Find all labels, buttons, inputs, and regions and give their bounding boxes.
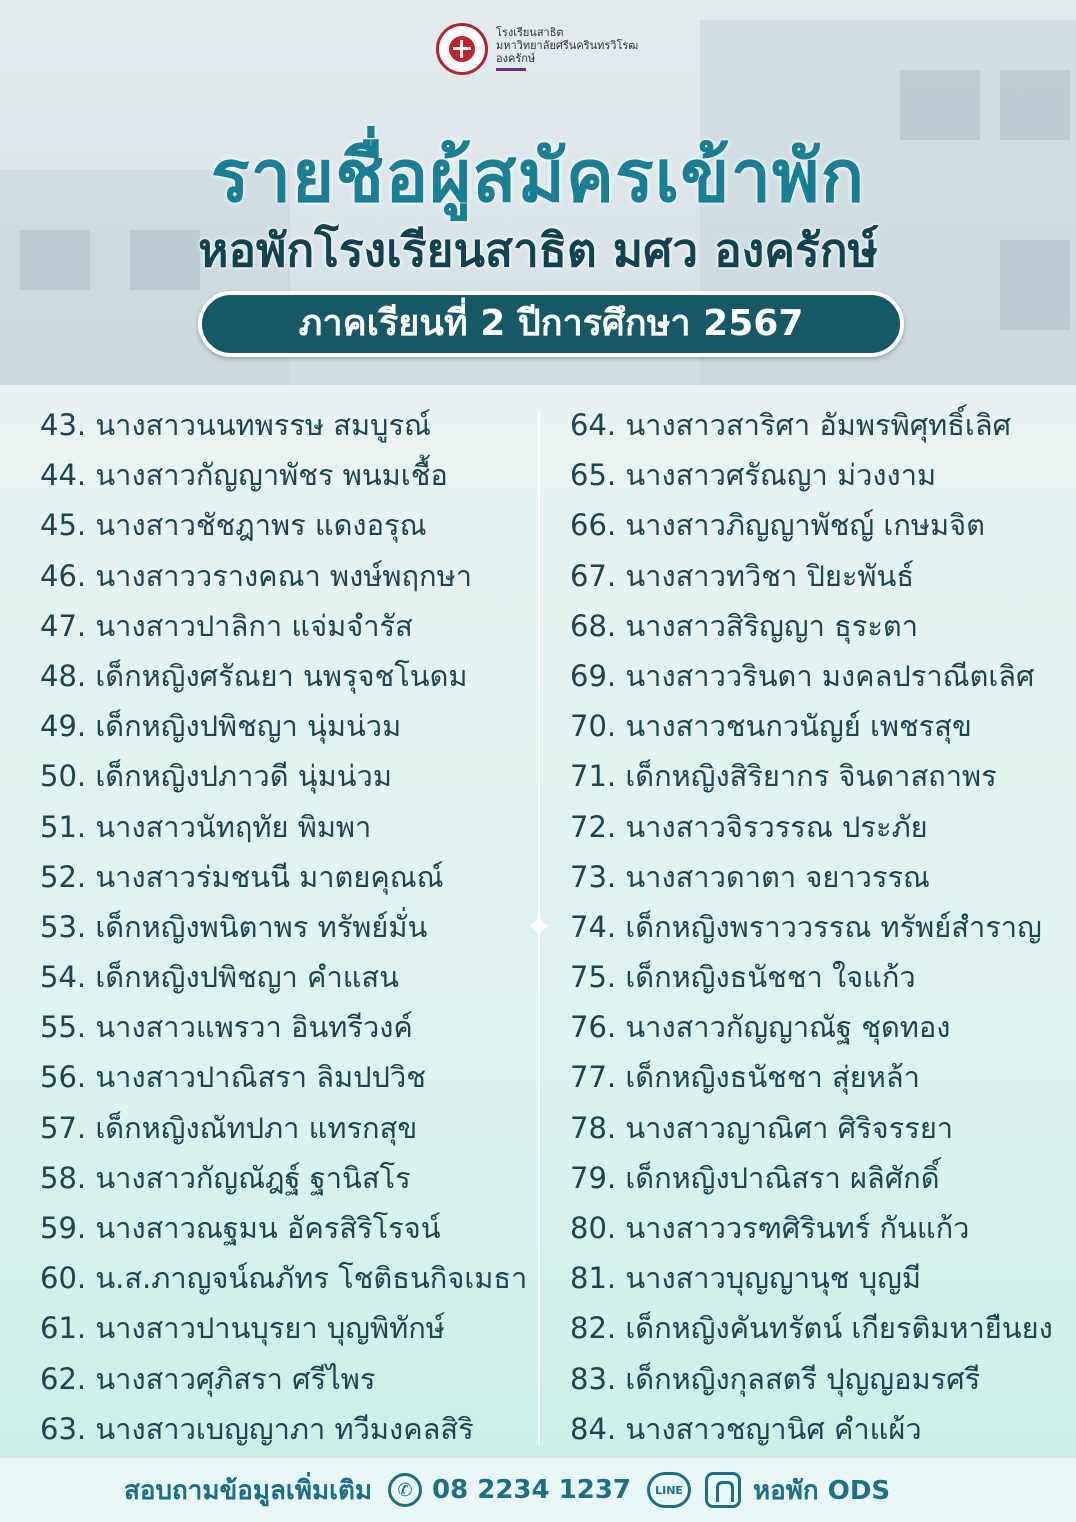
- list-item: 59. นางสาวณฐมน อัครสิริโรจน์: [40, 1211, 441, 1245]
- page-title: รายชื่อผู้สมัครเข้าพัก: [210, 134, 866, 218]
- list-item: 50. เด็กหญิงปภาวดี นุ่มน่วม: [40, 759, 392, 794]
- list-item: 73. นางสาวดาตา จยาวรรณ: [570, 859, 930, 894]
- list-item: 51. นางสาวนัทฤทัย พิมพา: [40, 809, 372, 844]
- list-item: 74. เด็กหญิงพราววรรณ ทรัพย์สำราญ: [570, 909, 1042, 944]
- list-item: 60. น.ส.ภาญจน์ณภัทร โชติธนกิจเมธา: [40, 1261, 528, 1296]
- list-item: 79. เด็กหญิงปาณิสรา ผลิศักดิ์: [570, 1160, 940, 1195]
- list-item: 44. นางสาวกัญญาพัชร พนมเชื้อ: [40, 458, 448, 493]
- school-name: [496, 27, 638, 71]
- school-seal-icon: [436, 23, 488, 75]
- contact-label: สอบถามข้อมูลเพิ่มเติม: [124, 1475, 373, 1506]
- list-item: 63. นางสาวเบญญาภา ทวีมงคลสิริ: [40, 1411, 474, 1446]
- list-item: 75. เด็กหญิงธนัชชา ใจแก้ว: [570, 960, 916, 995]
- list-item: 47. นางสาวปาลิกา แจ่มจำรัส: [40, 608, 413, 643]
- list-item: 77. เด็กหญิงธนัชชา สุ่ยหล้า: [570, 1060, 920, 1095]
- list-item: 65. นางสาวศรัณญา ม่วงงาม: [570, 458, 937, 493]
- list-item: 45. นางสาวชัชฎาพร แดงอรุณ: [40, 508, 427, 543]
- list-item: 58. นางสาวกัญณัฎฐ์ ฐานิสโร: [40, 1160, 411, 1195]
- list-item: 67. นางสาวทวิชา ปิยะพันธ์: [570, 558, 915, 593]
- school-name-line1: โรงเรียนสาธิต: [496, 27, 564, 39]
- phone-number[interactable]: 08 2234 1237: [432, 1475, 632, 1505]
- list-item: 46. นางสาววรางคณา พงษ์พฤกษา: [40, 558, 473, 593]
- logo-accent-bar: [496, 68, 526, 71]
- list-item: 61. นางสาวปานบุรยา บุญพิทักษ์: [40, 1311, 445, 1346]
- list-item: 68. นางสาวสิริญญา ธุระตา: [570, 608, 919, 643]
- list-item: 54. เด็กหญิงปพิชญา คำแสน: [40, 960, 399, 995]
- list-item: 48. เด็กหญิงศรัณยา นพรุจชโนดม: [40, 658, 468, 693]
- list-item: 72. นางสาวจิรวรรณ ประภัย: [570, 809, 928, 844]
- list-item: 57. เด็กหญิงณัทปภา แทรกสุข: [40, 1110, 418, 1145]
- list-item: 55. นางสาวแพรวา อินทรีวงค์: [40, 1010, 413, 1045]
- page-subtitle: หอพักโรงเรียนสาธิต มศว องครักษ์: [198, 223, 878, 277]
- list-item: 43. นางสาวนนทพรรษ สมบูรณ์: [40, 408, 431, 442]
- list-item: 84. นางสาวชญานิศ คำแผ้ว: [570, 1411, 922, 1446]
- list-item: 78. นางสาวญาณิศา ศิริจรรยา: [570, 1110, 954, 1145]
- phone-icon: ✆: [388, 1473, 422, 1507]
- list-item: 76. นางสาวกัญญาณัฐ ชุดทอง: [570, 1010, 951, 1045]
- list-item: 53. เด็กหญิงพนิตาพร ทรัพย์มั่น: [40, 909, 428, 944]
- list-item: 71. เด็กหญิงสิริยากร จินดาสถาพร: [570, 759, 997, 794]
- ods-app-icon[interactable]: [705, 1472, 741, 1508]
- list-item: 49. เด็กหญิงปพิชญา นุ่มน่วม: [40, 709, 402, 744]
- list-item: 81. นางสาวบุญญานุช บุญมี: [570, 1261, 921, 1296]
- line-icon[interactable]: LINE: [647, 1472, 691, 1508]
- term-badge: ภาคเรียนที่ 2 ปีการศึกษา 2567: [198, 291, 904, 357]
- dorm-label: หอพัก ODS: [753, 1475, 891, 1506]
- list-item: 64. นางสาวสาริศา อัมพรพิศุทธิ์เลิศ: [570, 408, 1012, 442]
- list-item: 56. นางสาวปาณิสรา ลิมปปวิช: [40, 1060, 426, 1095]
- list-item: 83. เด็กหญิงกุลสตรี ปุญญอมรศรี: [570, 1361, 981, 1396]
- list-item: 82. เด็กหญิงคันทรัตน์ เกียรติมหายืนยง: [570, 1311, 1053, 1346]
- list-item: 69. นางสาววรินดา มงคลปราณีตเลิศ: [570, 658, 1035, 693]
- school-name-line3: องครักษ์: [496, 53, 536, 65]
- school-logo: [436, 23, 638, 75]
- applicant-list-right: [570, 400, 1053, 1454]
- list-item: 66. นางสาวภิญญาพัชญ์ เกษมจิต: [570, 508, 985, 543]
- list-item: 62. นางสาวศุภิสรา ศรีไพร: [40, 1361, 376, 1396]
- applicant-list-left: [40, 400, 527, 1454]
- footer-contact: [124, 1462, 890, 1518]
- list-item: 70. นางสาวชนกวนัญย์ เพชรสุข: [570, 709, 972, 744]
- school-name-line2: มหาวิทยาลัยศรีนครินทรวิโรฒ: [496, 40, 639, 52]
- list-item: 80. นางสาววรฑศิรินทร์ กันแก้ว: [570, 1211, 970, 1245]
- list-item: 52. นางสาวร่มชนนี มาตยคุณณ์: [40, 859, 444, 894]
